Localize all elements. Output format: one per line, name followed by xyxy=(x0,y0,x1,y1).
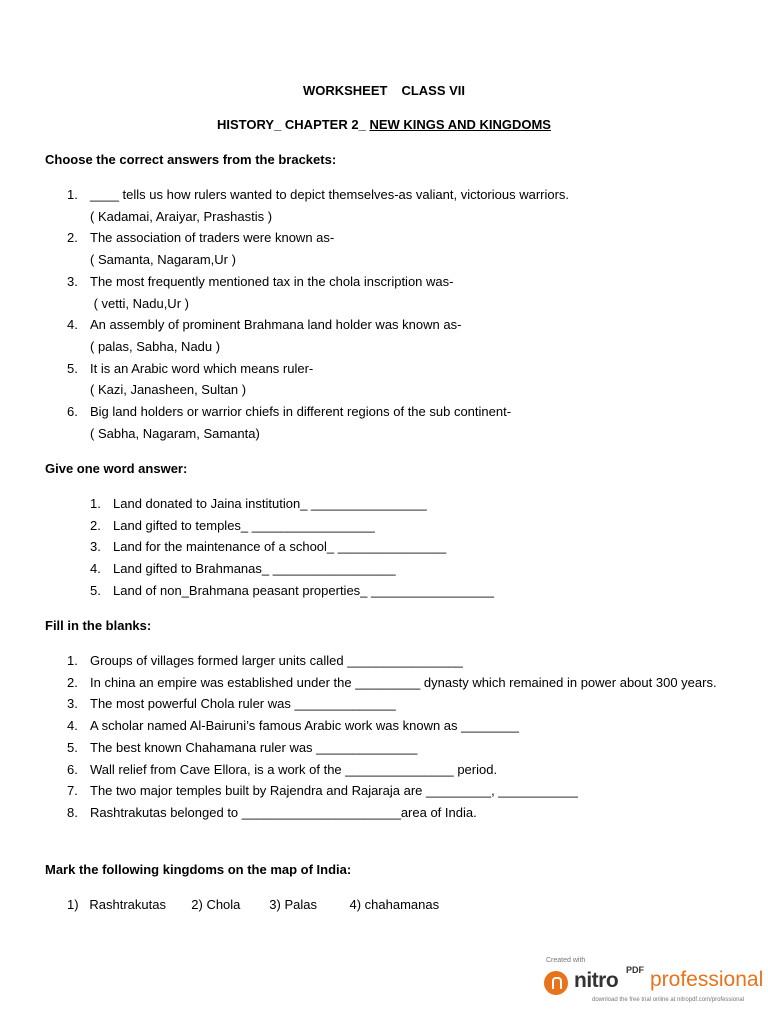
list-item: 4. An assembly of prominent Brahmana land holder was known as- ( palas, Sabha, Nadu ) xyxy=(67,317,462,354)
list-item: 6. Wall relief from Cave Ellora, is a work of the _______________ period. xyxy=(67,761,498,777)
kingdoms-line: 1) Rashtrakutas 2) Chola 3) Palas 4) chahamanas xyxy=(67,897,440,912)
section-one-word-heading: Give one word answer: xyxy=(45,461,188,476)
list-item: 1. Groups of villages formed larger units called ________________ xyxy=(67,653,463,668)
list-item: 1. Land donated to Jaina institution_ ________________ xyxy=(90,496,427,511)
list-item: 2. The association of traders were known as- ( Samanta, Nagaram,Ur ) xyxy=(67,230,335,268)
list-item: 2. Land gifted to temples_ _________________ xyxy=(90,517,375,533)
nitro-watermark xyxy=(544,957,764,1007)
chapter-name: NEW KINGS AND KINGDOMS xyxy=(369,117,551,132)
worksheet-title xyxy=(0,83,768,98)
choose-list xyxy=(67,184,747,444)
list-item: 4. A scholar named Al-Bairuni’s famous Arabic work was known as ________ xyxy=(67,718,519,734)
pdf-label: PDF xyxy=(626,965,644,975)
one-word-list xyxy=(90,493,750,602)
class-label: CLASS VII xyxy=(401,83,466,98)
section-choose-heading: Choose the correct answers from the brackets: xyxy=(45,152,337,167)
list-item: 6. Big land holders or warrior chiefs in different regions of the sub continent- ( Sabha, Nagaram, Samanta) xyxy=(67,404,512,441)
list-item: 8. Rashtrakutas belonged to ______________________area of India. xyxy=(67,804,477,820)
list-item: 5. The best known Chahamana ruler was ______________ xyxy=(67,739,418,755)
nitro-logo-icon xyxy=(544,971,568,995)
fill-blanks-list xyxy=(67,650,727,824)
list-item: 3. Land for the maintenance of a school_ _______________ xyxy=(90,539,447,555)
list-item: 1. ____ tells us how rulers wanted to depict themselves-as valiant, victorious warriors. ( Kadamai, Araiyar, Prashastis ) xyxy=(67,187,570,224)
list-item: 2. In china an empire was established under the _________ dynasty which remained in power about 300 years. xyxy=(67,674,717,690)
chapter-prefix: HISTORY_ CHAPTER 2_ xyxy=(217,117,366,132)
worksheet-label: WORKSHEET xyxy=(302,83,388,98)
chapter-title xyxy=(0,117,768,132)
list-item: 7. The two major temples built by Rajendra and Rajaraja are _________, ___________ xyxy=(67,783,578,799)
nitro-brand: nitro xyxy=(574,969,619,992)
list-item: 3. The most frequently mentioned tax in the chola inscription was- ( vetti, Nadu,Ur ) xyxy=(67,273,454,311)
list-item: 4. Land gifted to Brahmanas_ _________________ xyxy=(90,561,396,577)
created-with-label: Created with xyxy=(546,957,586,964)
section-map-heading: Mark the following kingdoms on the map of India: xyxy=(45,862,352,877)
section-fill-blanks-heading: Fill in the blanks: xyxy=(45,618,152,633)
list-item: 5. Land of non_Brahmana peasant properties_ _________________ xyxy=(90,582,494,598)
professional-label: professional xyxy=(650,968,764,991)
download-note: download the free trial online at nitropdf.com/professional xyxy=(592,997,745,1003)
list-item: 3. The most powerful Chola ruler was ______________ xyxy=(67,696,396,712)
list-item: 5. It is an Arabic word which means ruler- ( Kazi, Janasheen, Sultan ) xyxy=(67,360,314,398)
